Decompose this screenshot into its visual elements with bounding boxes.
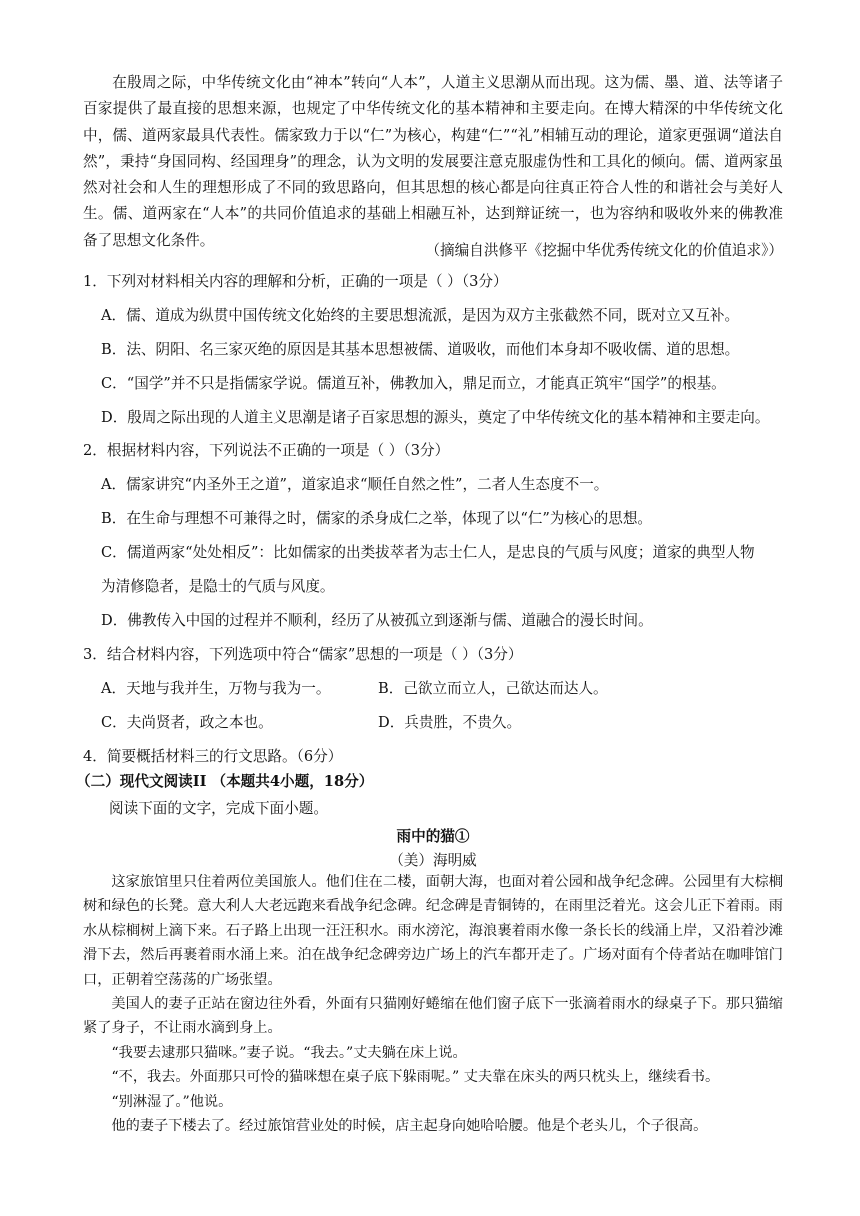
story-body — [83, 870, 783, 1138]
material-paragraph: 在殷周之际，中华传统文化由“神本”转向“人本”，人道主义思潮从而出现。这为儒、墨、道、法等诸子百家提供了最直接的思想来源，也规定了中华传统文化的基本精神和主要走向。在博大精深的中华传统文化中，儒、道两家最具代表性。儒家致力于以“仁”为核心，构建“仁”“礼”相辅互动的理论，道家更强调“道法自然”，秉持“身国同构、经国理身”的理念，认为文明的发展要注意克服虚伪性和工具化的倾向。儒、道两家虽然对社会和人生的理想形成了不同的致思路向，但其思想的核心都是向往真正符合人性的和谐社会与美好人生。儒、道两家在“人本”的共同价值追求的基础上相融互补，达到辩证统一，也为容纳和吸收外来的佛教准备了思想文化条件。 — [83, 74, 783, 249]
question-3-option-d: D．兵贵胜，不贵久。 — [378, 714, 522, 731]
question-1-option-a: A．儒、道成为纵贯中国传统文化始终的主要思想流派，是因为双方主张截然不同，既对立又互补。 — [101, 307, 740, 324]
question-2-option-c-continued: 为清修隐者，是隐士的气质与风度。 — [101, 578, 335, 595]
story-paragraph: 他的妻子下楼去了。经过旅馆营业处的时候，店主起身向她哈哈腰。他是个老头儿，个子很高。 — [111, 1118, 708, 1135]
question-3-stem: 3．结合材料内容，下列选项中符合“儒家”思想的一项是（ ）（3分） — [83, 646, 523, 663]
question-2-stem: 2．根据材料内容，下列说法不正确的一项是（ ）（3分） — [83, 442, 450, 459]
story-author: （美）海明威 — [389, 852, 477, 869]
material-source: （摘编自洪修平《挖掘中华优秀传统文化的价值追求》） — [425, 242, 783, 259]
story-paragraph: “我要去逮那只猫咪。”妻子说。“我去。”丈夫躺在床上说。 — [111, 1044, 467, 1061]
question-2-option-b: B．在生命与理想不可兼得之时，儒家的杀身成仁之举，体现了以“仁”为核心的思想。 — [101, 510, 653, 527]
question-2-option-d: D．佛教传入中国的过程并不顺利，经历了从被孤立到逐渐与儒、道融合的漫长时间。 — [101, 612, 653, 629]
question-1-option-c: C．“国学”并不只是指儒家学说。儒道互补，佛教加入，鼎足而立，才能真正筑牢“国学”的根基。 — [101, 375, 726, 392]
question-2-option-a: A．儒家讲究“内圣外王之道”，道家追求“顺任自然之性”，二者人生态度不一。 — [101, 476, 609, 493]
question-3-option-a: A．天地与我并生，万物与我为一。 — [101, 680, 331, 697]
question-4-stem: 4．简要概括材料三的行文思路。（6分） — [83, 748, 343, 765]
story-paragraph: “不，我去。外面那只可怜的猫咪想在桌子底下躲雨呢。” 丈夫靠在床头的两只枕头上，继续看书。 — [111, 1069, 720, 1086]
section-instruction: 阅读下面的文字，完成下面小题。 — [109, 800, 328, 817]
story-paragraph: 这家旅馆里只住着两位美国旅人。他们住在二楼，面朝大海，也面对着公园和战争纪念碑。公园里有大棕榈树和绿色的长凳。意大利人大老远跑来看战争纪念碑。纪念碑是青铜铸的，在雨里泛着光。这会儿正下着雨。雨水从棕榈树上滴下来。石子路上出现一汪汪积水。雨水滂沱，海浪裹着雨水像一条长长的线涌上岸，又沿着沙滩滑下去，然后再裹着雨水涌上来。泊在战争纪念碑旁边广场上的汽车都开走了。广场对面有个侍者站在咖啡馆门口，正朝着空荡荡的广场张望。 — [83, 874, 783, 988]
story-title: 雨中的猫① — [396, 828, 470, 845]
question-3-option-c: C．夫尚贤者，政之本也。 — [101, 714, 273, 731]
question-1-option-d: D．殷周之际出现的人道主义思潮是诸子百家思想的源头，奠定了中华传统文化的基本精神和主要走向。 — [101, 409, 770, 426]
question-1-option-b: B．法、阴阳、名三家灭绝的原因是其基本思想被儒、道吸收，而他们本身却不吸收儒、道的思想。 — [101, 341, 740, 358]
story-paragraph: “别淋湿了。”他说。 — [111, 1093, 233, 1110]
question-3-option-b: B．己欲立而立人，己欲达而达人。 — [378, 680, 608, 697]
question-1-stem: 1．下列对材料相关内容的理解和分析，正确的一项是（ ）（3分） — [83, 273, 508, 290]
question-2-option-c: C．儒道两家“处处相反”：比如儒家的出类拔萃者为志士仁人，是忠良的气质与风度；道家的典型人物 — [101, 544, 755, 561]
section-heading: （二）现代文阅读II （本题共4小题，18分） — [76, 773, 374, 790]
story-paragraph: 美国人的妻子正站在窗边往外看，外面有只猫刚好蜷缩在他们窗子底下一张滴着雨水的绿桌子下。那只猫缩紧了身子，不让雨水滴到身上。 — [83, 996, 783, 1037]
